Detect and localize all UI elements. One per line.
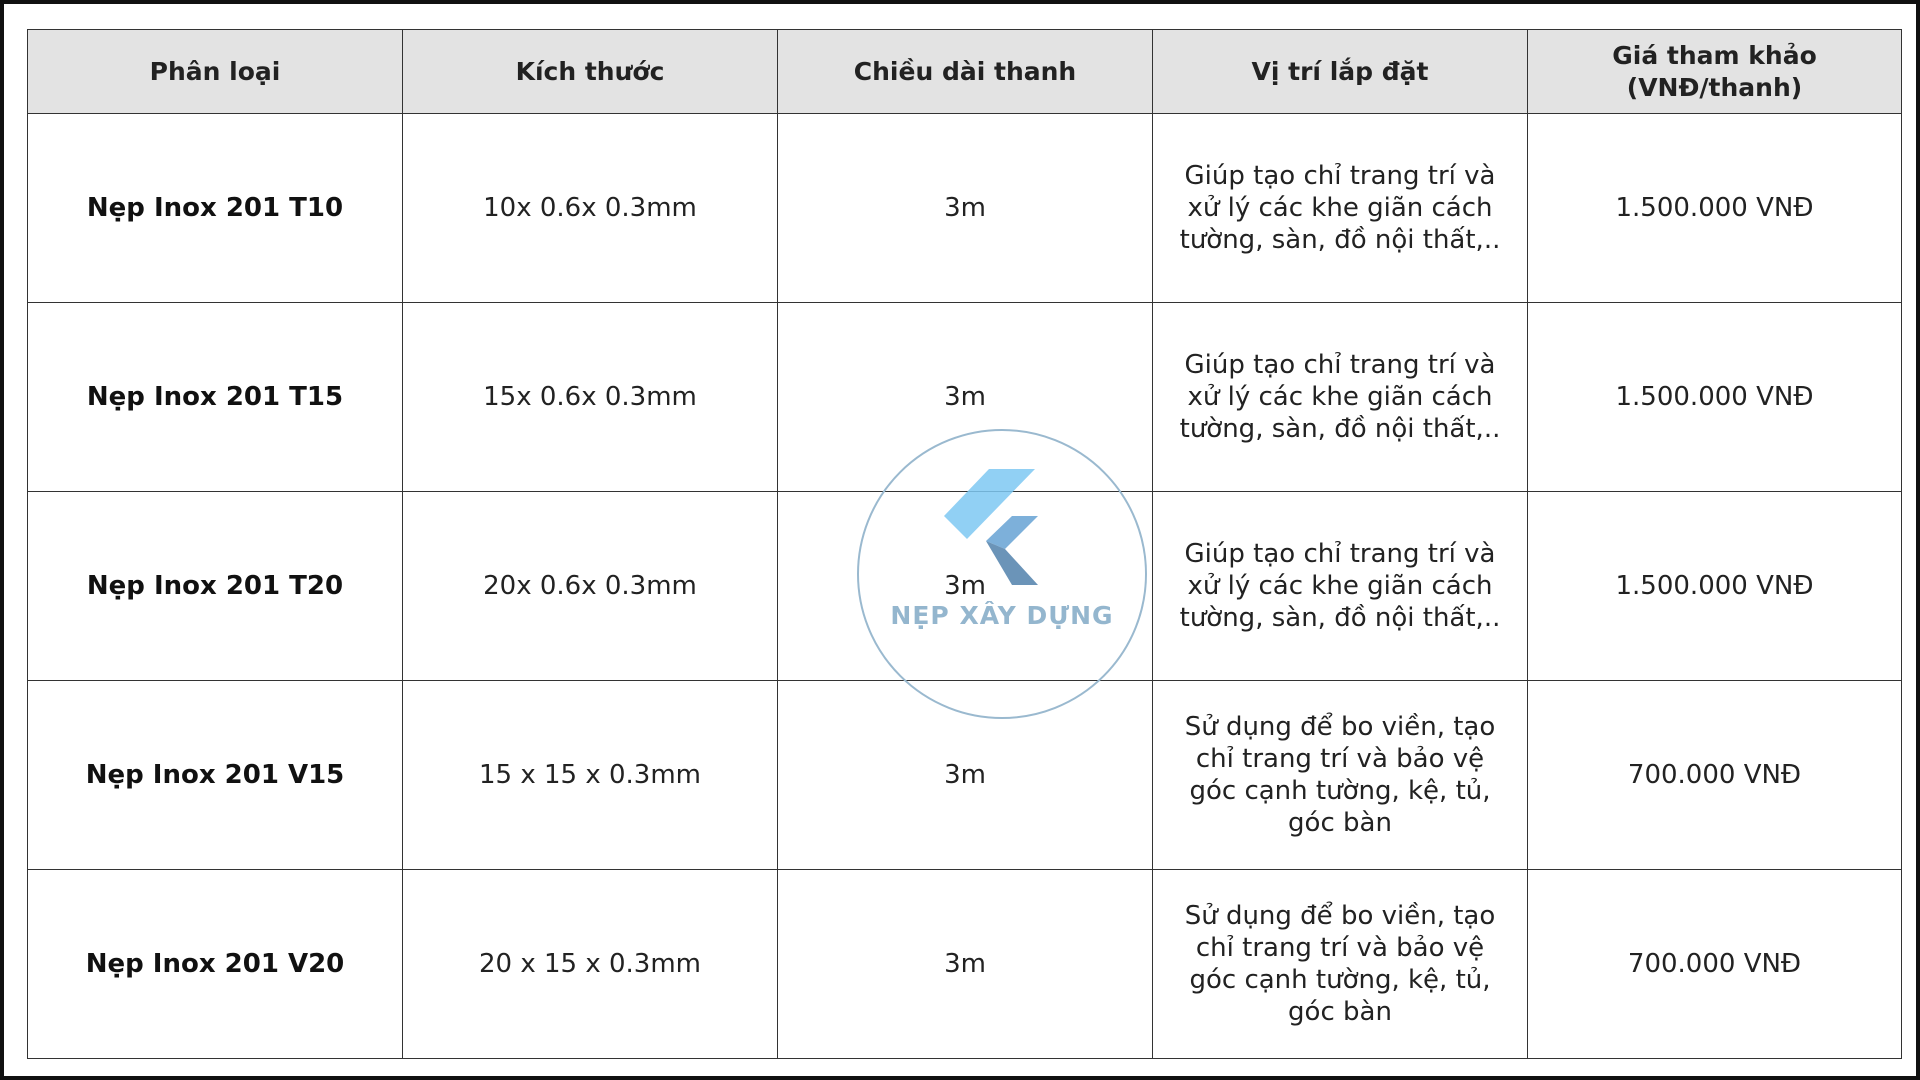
table-header-row	[28, 30, 1902, 114]
cell-price: 700.000 VNĐ	[1528, 681, 1902, 870]
table-row	[28, 870, 1902, 1059]
cell-position: Giúp tạo chỉ trang trí và xử lý các khe giãn cách tường, sàn, đồ nội thất,..	[1153, 303, 1528, 492]
header-price-label: Giá tham khảo (VNĐ/thanh)	[1612, 40, 1817, 102]
cell-price: 1.500.000 VNĐ	[1528, 303, 1902, 492]
header-size	[403, 30, 778, 114]
header-length-label: Chiều dài thanh	[853, 56, 1077, 86]
cell-name: Nẹp Inox 201 T10	[28, 114, 403, 303]
watermark-text: NẸP XÂY DỰNG	[890, 601, 1114, 630]
cell-name: Nẹp Inox 201 V20	[28, 870, 403, 1059]
cell-price: 1.500.000 VNĐ	[1528, 114, 1902, 303]
cell-position: Giúp tạo chỉ trang trí và xử lý các khe giãn cách tường, sàn, đồ nội thất,..	[1153, 492, 1528, 681]
cell-length: 3m	[778, 303, 1153, 492]
cell-name: Nẹp Inox 201 V15	[28, 681, 403, 870]
cell-length: 3m	[778, 681, 1153, 870]
cell-price: 700.000 VNĐ	[1528, 870, 1902, 1059]
cell-length: 3m	[778, 870, 1153, 1059]
cell-name: Nẹp Inox 201 T15	[28, 303, 403, 492]
header-position-label: Vị trí lắp đặt	[1251, 56, 1429, 86]
table-row	[28, 492, 1902, 681]
cell-price: 1.500.000 VNĐ	[1528, 492, 1902, 681]
cell-size: 20 x 15 x 0.3mm	[403, 870, 778, 1059]
table-row	[28, 114, 1902, 303]
table-row	[28, 303, 1902, 492]
header-category-label: Phân loại	[149, 56, 281, 86]
header-category	[28, 30, 403, 114]
cell-name: Nẹp Inox 201 T20	[28, 492, 403, 681]
header-length	[778, 30, 1153, 114]
cell-length: 3m	[778, 492, 1153, 681]
header-price	[1528, 30, 1902, 114]
table-row	[28, 681, 1902, 870]
cell-size: 20x 0.6x 0.3mm	[403, 492, 778, 681]
cell-position: Giúp tạo chỉ trang trí và xử lý các khe giãn cách tường, sàn, đồ nội thất,..	[1153, 114, 1528, 303]
header-size-label: Kích thước	[515, 56, 665, 86]
price-table	[27, 29, 1902, 1059]
cell-size: 15x 0.6x 0.3mm	[403, 303, 778, 492]
cell-length: 3m	[778, 114, 1153, 303]
header-position	[1153, 30, 1528, 114]
cell-position: Sử dụng để bo viền, tạo chỉ trang trí và bảo vệ góc cạnh tường, kệ, tủ, góc bàn	[1153, 870, 1528, 1059]
cell-position: Sử dụng để bo viền, tạo chỉ trang trí và bảo vệ góc cạnh tường, kệ, tủ, góc bàn	[1153, 681, 1528, 870]
cell-size: 15 x 15 x 0.3mm	[403, 681, 778, 870]
cell-size: 10x 0.6x 0.3mm	[403, 114, 778, 303]
